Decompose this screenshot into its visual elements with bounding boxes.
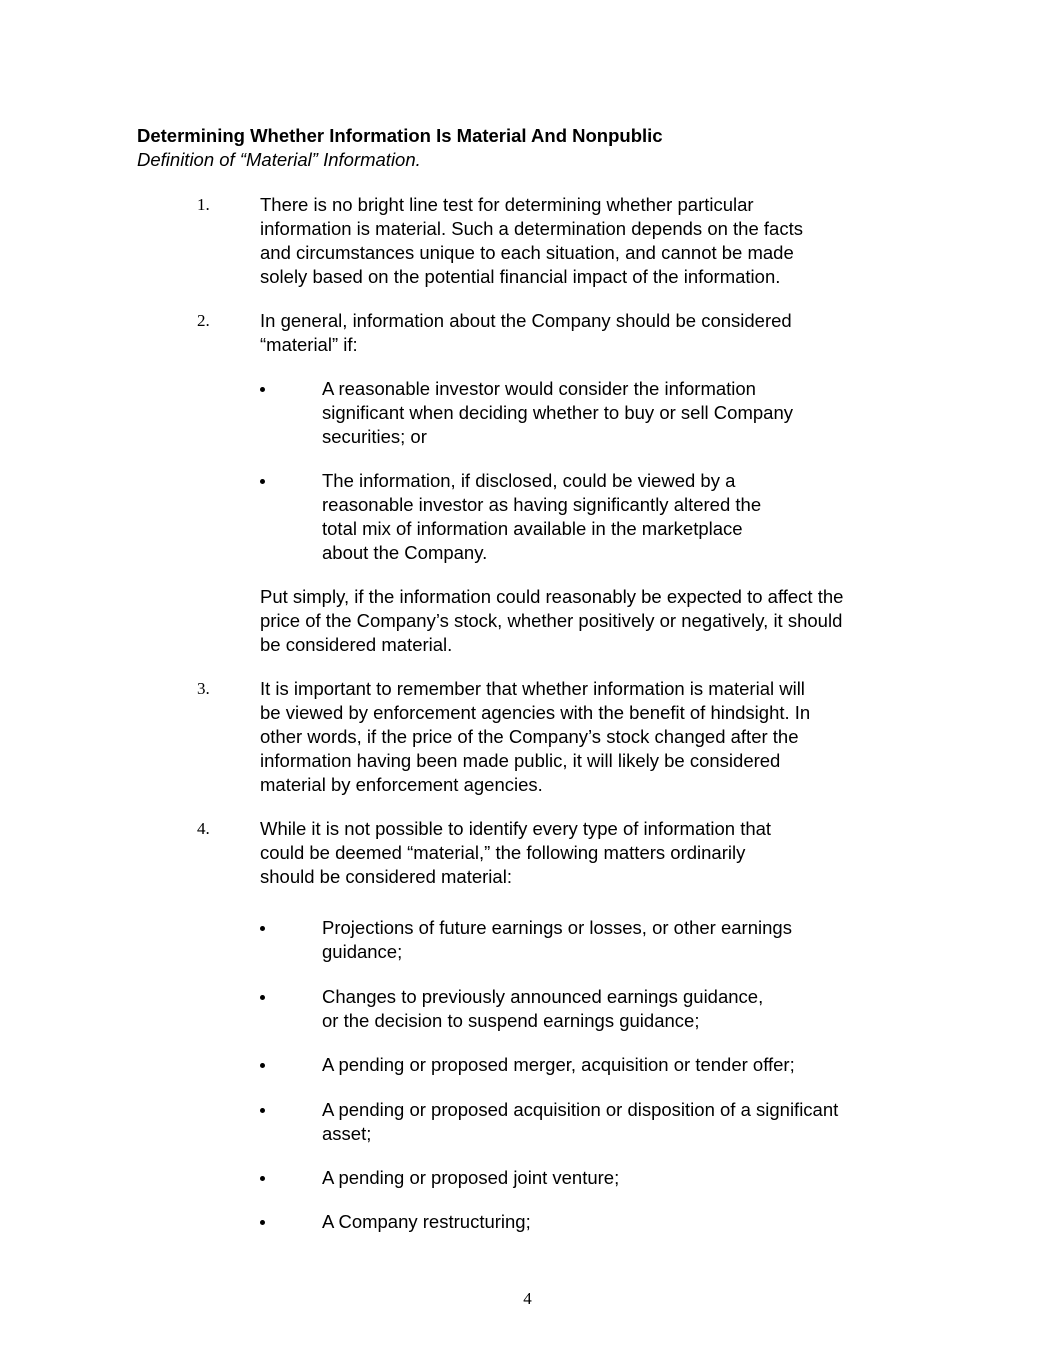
paragraph-line: could be deemed “material,” the following matters ordinarily xyxy=(260,842,746,863)
bullet-line: Changes to previously announced earnings guidance, xyxy=(322,986,764,1007)
paragraph-line: solely based on the potential financial impact of the information. xyxy=(260,266,781,287)
bullet-line: total mix of information available in the marketplace xyxy=(322,518,743,539)
bullet-item xyxy=(322,916,922,964)
paragraph-line: be viewed by enforcement agencies with the benefit of hindsight. In xyxy=(260,702,811,723)
paragraph-line: should be considered material: xyxy=(260,866,512,887)
bullet-icon xyxy=(259,1166,267,1174)
bullet-line: A Company restructuring; xyxy=(322,1211,531,1232)
bullet-item xyxy=(322,1053,922,1077)
item-paragraph xyxy=(260,309,920,357)
bullet-line: significant when deciding whether to buy or sell Company xyxy=(322,402,793,423)
bullet-icon xyxy=(259,916,267,924)
item-number: 3. xyxy=(197,679,210,698)
paragraph-line: While it is not possible to identify every type of information that xyxy=(260,818,772,839)
bullet-line: guidance; xyxy=(322,941,403,962)
bullet-icon xyxy=(259,1053,267,1061)
paragraph-line: be considered material. xyxy=(260,634,453,655)
bullet-item xyxy=(322,1210,922,1234)
paragraph-line: price of the Company’s stock, whether positively or negatively, it should xyxy=(260,610,843,631)
bullet-line: asset; xyxy=(322,1123,372,1144)
section-subheading: Definition of “Material” Information. xyxy=(137,149,421,170)
bullet-line: reasonable investor as having significantly altered the xyxy=(322,494,762,515)
item-number: 1. xyxy=(197,195,210,214)
paragraph-line: “material” if: xyxy=(260,334,358,355)
paragraph-line: other words, if the price of the Company’s stock changed after the xyxy=(260,726,799,747)
paragraph-line: information is material. Such a determination depends on the facts xyxy=(260,218,803,239)
bullet-item xyxy=(322,985,922,1033)
item-number: 4. xyxy=(197,819,210,838)
bullet-icon xyxy=(259,469,267,477)
bullet-item xyxy=(322,1166,922,1190)
bullet-icon xyxy=(259,1098,267,1106)
paragraph-line: Put simply, if the information could reasonably be expected to affect the xyxy=(260,586,844,607)
section-heading: Determining Whether Information Is Material And Nonpublic xyxy=(137,125,663,146)
bullet-line: A reasonable investor would consider the information xyxy=(322,378,756,399)
bullet-line: A pending or proposed acquisition or disposition of a significant xyxy=(322,1099,839,1120)
item-paragraph xyxy=(260,677,920,797)
paragraph-line: and circumstances unique to each situation, and cannot be made xyxy=(260,242,794,263)
page-number: 4 xyxy=(523,1289,532,1308)
bullet-item xyxy=(322,377,922,449)
bullet-line: A pending or proposed joint venture; xyxy=(322,1167,620,1188)
bullet-item xyxy=(322,469,922,565)
item-number: 2. xyxy=(197,311,210,330)
bullet-line: A pending or proposed merger, acquisition or tender offer; xyxy=(322,1054,795,1075)
item-paragraph xyxy=(260,817,920,889)
bullet-icon xyxy=(259,1210,267,1218)
paragraph-line: In general, information about the Company should be considered xyxy=(260,310,792,331)
item-paragraph xyxy=(260,193,920,289)
paragraph-line: material by enforcement agencies. xyxy=(260,774,543,795)
paragraph-line: It is important to remember that whether information is material will xyxy=(260,678,805,699)
paragraph-line: There is no bright line test for determining whether particular xyxy=(260,194,754,215)
bullet-icon xyxy=(259,377,267,385)
bullet-icon xyxy=(259,985,267,993)
bullet-line: or the decision to suspend earnings guidance; xyxy=(322,1010,700,1031)
bullet-line: The information, if disclosed, could be viewed by a xyxy=(322,470,736,491)
bullet-line: about the Company. xyxy=(322,542,488,563)
bullet-line: Projections of future earnings or losses, or other earnings xyxy=(322,917,792,938)
bullet-line: securities; or xyxy=(322,426,427,447)
bullet-item xyxy=(322,1098,922,1146)
item-followup-paragraph xyxy=(260,585,920,657)
paragraph-line: information having been made public, it will likely be considered xyxy=(260,750,781,771)
